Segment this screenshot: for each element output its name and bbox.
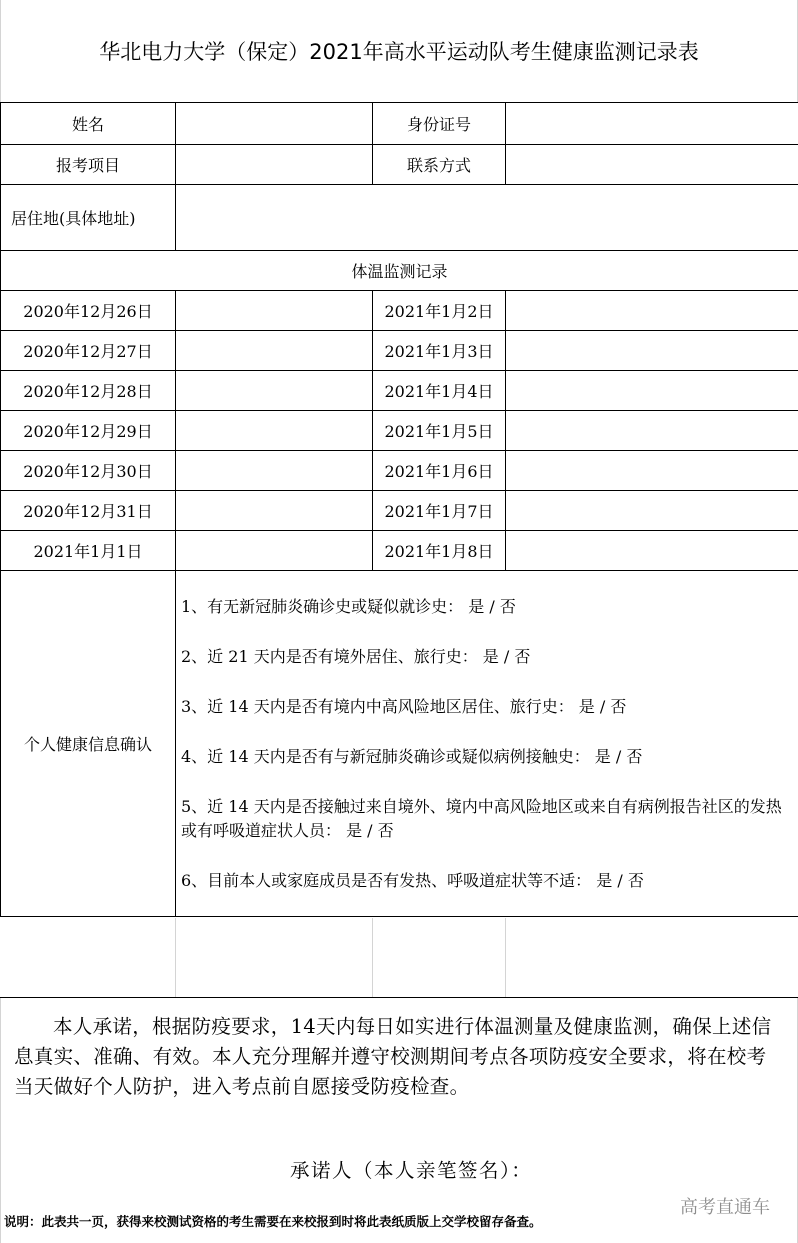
table-row [1, 185, 798, 251]
temperature-input-cell[interactable] [176, 451, 373, 491]
temperature-input-cell[interactable] [506, 451, 798, 491]
contact-input-cell[interactable] [506, 145, 798, 185]
pledge-text: 本人承诺，根据防疫要求，14天内每日如实进行体温测量及健康监测，确保上述信息真实、准确、有效。本人充分理解并遵守校测期间考点各项防疫安全要求，将在校考当天做好个人防护，进入考点前自愿接受防疫检查。 [14, 1015, 772, 1098]
health-question[interactable]: 3、近 14 天内是否有境内中高风险地区居住、旅行史： 是 / 否 [181, 696, 627, 716]
temperature-row [1, 451, 798, 491]
address-input-cell[interactable] [176, 185, 798, 251]
health-question[interactable]: 2、近 21 天内是否有境外居住、旅行史： 是 / 否 [181, 646, 531, 666]
table-row [1, 145, 798, 185]
date-label: 2020年12月27日 [1, 331, 176, 371]
temperature-row [1, 531, 798, 571]
footnote: 说明：此表共一页，获得来校测试资格的考生需要在来校报到时将此表纸质版上交学校留存备查。 [4, 1214, 542, 1229]
date-label: 2021年1月2日 [373, 291, 506, 331]
temperature-input-cell[interactable] [506, 531, 798, 571]
gridline [372, 918, 373, 997]
date-label: 2021年1月5日 [373, 411, 506, 451]
temperature-input-cell[interactable] [506, 491, 798, 531]
temperature-input-cell[interactable] [176, 331, 373, 371]
temperature-input-cell[interactable] [506, 411, 798, 451]
temperature-input-cell[interactable] [176, 411, 373, 451]
health-confirmation-row [1, 571, 798, 917]
date-label: 2020年12月31日 [1, 491, 176, 531]
table-row [1, 251, 798, 291]
address-label: 居住地(具体地址) [1, 185, 176, 251]
table-row [1, 103, 798, 145]
sport-label: 报考项目 [1, 145, 176, 185]
page-title: 华北电力大学（保定）2021年高水平运动队考生健康监测记录表 [99, 40, 699, 64]
date-label: 2021年1月6日 [373, 451, 506, 491]
watermark: 高考直通车 [680, 1197, 770, 1218]
temperature-input-cell[interactable] [176, 291, 373, 331]
date-label: 2021年1月1日 [1, 531, 176, 571]
date-label: 2020年12月26日 [1, 291, 176, 331]
temperature-row [1, 331, 798, 371]
date-label: 2021年1月7日 [373, 491, 506, 531]
temperature-input-cell[interactable] [176, 491, 373, 531]
temperature-input-cell[interactable] [176, 531, 373, 571]
gridline [505, 918, 506, 997]
date-label: 2021年1月4日 [373, 371, 506, 411]
name-input-cell[interactable] [176, 103, 373, 145]
id-number-input-cell[interactable] [506, 103, 798, 145]
health-section-label: 个人健康信息确认 [1, 571, 176, 917]
temperature-row [1, 291, 798, 331]
contact-label: 联系方式 [373, 145, 506, 185]
id-number-label: 身份证号 [373, 103, 506, 145]
health-question[interactable]: 5、近 14 天内是否接触过来自境外、境内中高风险地区或来自有病例报告社区的发热或有呼吸道症状人员： 是 / 否 [181, 796, 782, 840]
signature-label: 承诺人（本人亲笔签名）： [290, 1159, 533, 1182]
date-label: 2020年12月30日 [1, 451, 176, 491]
temperature-input-cell[interactable] [506, 291, 798, 331]
name-label: 姓名 [1, 103, 176, 145]
health-question[interactable]: 4、近 14 天内是否有与新冠肺炎确诊或疑似病例接触史： 是 / 否 [181, 746, 643, 766]
health-question[interactable]: 6、目前本人或家庭成员是否有发热、呼吸道症状等不适： 是 / 否 [181, 870, 644, 890]
sport-input-cell[interactable] [176, 145, 373, 185]
date-label: 2021年1月3日 [373, 331, 506, 371]
date-label: 2020年12月28日 [1, 371, 176, 411]
pledge-section [0, 997, 798, 1200]
temperature-input-cell[interactable] [506, 331, 798, 371]
health-question[interactable]: 1、有无新冠肺炎确诊史或疑似就诊史： 是 / 否 [181, 596, 516, 616]
date-label: 2021年1月8日 [373, 531, 506, 571]
temperature-input-cell[interactable] [506, 371, 798, 411]
temperature-section-title: 体温监测记录 [1, 251, 798, 291]
temperature-row [1, 371, 798, 411]
health-question-list [176, 571, 798, 917]
date-label: 2020年12月29日 [1, 411, 176, 451]
gridline [175, 918, 176, 997]
temperature-input-cell[interactable] [176, 371, 373, 411]
temperature-row [1, 411, 798, 451]
health-record-table [0, 102, 798, 917]
temperature-row [1, 491, 798, 531]
